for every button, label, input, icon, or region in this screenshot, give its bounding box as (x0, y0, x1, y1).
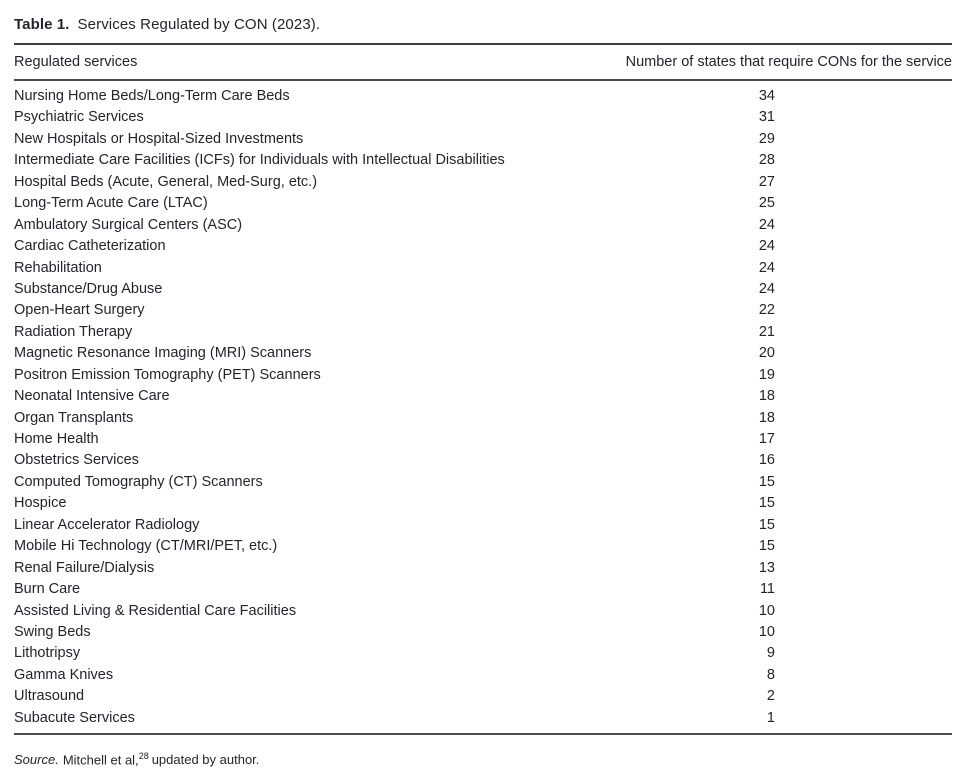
state-count: 9 (766, 645, 775, 662)
service-name: Computed Tomography (CT) Scanners (14, 473, 263, 490)
state-count: 13 (758, 559, 775, 576)
state-count: 28 (758, 152, 775, 169)
table-caption-label: Table 1. (14, 16, 70, 33)
state-count: 10 (758, 623, 775, 640)
service-name: Cardiac Catheterization (14, 238, 166, 255)
table-row (14, 408, 952, 429)
source-citation: Mitchell et al, (62, 752, 139, 768)
table-caption (14, 16, 952, 34)
table-body (14, 81, 952, 729)
table-row (14, 601, 952, 622)
column-header-states-count: Number of states that require CONs for the service (625, 54, 952, 70)
source-suffix: updated by author. (151, 752, 260, 768)
table-row (14, 622, 952, 643)
state-count: 18 (758, 409, 775, 426)
state-count: 24 (758, 259, 775, 276)
table-row (14, 450, 952, 471)
state-count: 16 (758, 452, 775, 469)
table-row (14, 107, 952, 128)
service-name: Hospice (14, 495, 67, 512)
table-row (14, 708, 952, 729)
state-count: 25 (758, 195, 775, 212)
table-row (14, 472, 952, 493)
table-row (14, 429, 952, 450)
state-count: 15 (758, 516, 775, 533)
service-name: Renal Failure/Dialysis (14, 559, 155, 576)
table-row (14, 129, 952, 150)
table-row (14, 300, 952, 321)
state-count: 15 (758, 495, 775, 512)
service-name: Psychiatric Services (14, 109, 144, 126)
table-row (14, 493, 952, 514)
state-count: 21 (758, 323, 775, 340)
state-count: 17 (758, 431, 775, 447)
table-row (14, 150, 952, 171)
state-count: 27 (758, 173, 775, 190)
column-header-regulated-services: Regulated services (14, 54, 138, 70)
table-row (14, 193, 952, 214)
table-row (14, 558, 952, 579)
table-row (14, 172, 952, 193)
state-count: 10 (758, 602, 775, 619)
state-count: 15 (758, 538, 775, 555)
table-row (14, 322, 952, 343)
table-caption-title: Services Regulated by CON (2023). (77, 16, 321, 33)
table-row (14, 515, 952, 536)
table-row (14, 236, 952, 257)
state-count: 11 (759, 581, 775, 598)
source-ref-mark: 28 (138, 751, 149, 762)
service-name: Magnetic Resonance Imaging (MRI) Scanners (14, 345, 312, 362)
table-row (14, 343, 952, 364)
service-name: Linear Accelerator Radiology (14, 516, 200, 533)
source-label: Source. (14, 752, 59, 768)
service-name: Subacute Services (14, 709, 135, 726)
service-name: Long-Term Acute Care (LTAC) (14, 195, 208, 212)
service-name: Hospital Beds (Acute, General, Med-Surg, etc.) (14, 173, 318, 190)
service-name: Lithotripsy (14, 645, 81, 662)
state-count: 19 (758, 366, 775, 383)
service-name: Ambulatory Surgical Centers (ASC) (14, 216, 243, 233)
state-count: 29 (758, 130, 775, 147)
table-row (14, 686, 952, 707)
service-name: New Hospitals or Hospital-Sized Investments (14, 130, 304, 147)
table-row (14, 643, 952, 664)
state-count: 20 (758, 345, 775, 362)
state-count: 1 (766, 709, 775, 726)
service-name: Open-Heart Surgery (14, 302, 145, 319)
table-row (14, 258, 952, 279)
service-name: Intermediate Care Facilities (ICFs) for Individuals with Intellectual Disabilities (14, 152, 505, 169)
service-name: Neonatal Intensive Care (14, 388, 170, 405)
state-count: 24 (758, 238, 775, 255)
state-count: 24 (758, 280, 775, 297)
service-name: Gamma Knives (14, 666, 114, 683)
service-name: Radiation Therapy (14, 323, 133, 340)
state-count: 8 (766, 666, 775, 683)
service-name: Rehabilitation (14, 259, 102, 276)
table-row (14, 665, 952, 686)
bottom-rule (14, 733, 952, 735)
table-header-row (14, 45, 952, 79)
state-count: 18 (758, 388, 775, 405)
service-name: Assisted Living & Residential Care Facilities (14, 602, 297, 619)
service-name: Burn Care (14, 581, 81, 598)
state-count: 31 (758, 109, 775, 126)
service-name: Organ Transplants (14, 409, 134, 426)
table-row (14, 579, 952, 600)
service-name: Positron Emission Tomography (PET) Scanners (14, 366, 321, 383)
table-row (14, 536, 952, 557)
table-row (14, 86, 952, 107)
service-name: Mobile Hi Technology (CT/MRI/PET, etc.) (14, 538, 278, 555)
service-name: Swing Beds (14, 623, 91, 640)
service-name: Obstetrics Services (14, 452, 139, 469)
service-name: Ultrasound (14, 688, 85, 705)
table-row (14, 279, 952, 300)
table-row (14, 215, 952, 236)
state-count: 15 (758, 473, 775, 490)
table-row (14, 365, 952, 386)
service-name: Home Health (14, 431, 99, 447)
state-count: 22 (758, 302, 775, 319)
state-count: 2 (766, 688, 775, 705)
state-count: 24 (758, 216, 775, 233)
state-count: 34 (758, 88, 775, 104)
service-name: Substance/Drug Abuse (14, 280, 163, 297)
table-row (14, 386, 952, 407)
source-note (14, 748, 952, 768)
service-name: Nursing Home Beds/Long-Term Care Beds (14, 88, 290, 104)
